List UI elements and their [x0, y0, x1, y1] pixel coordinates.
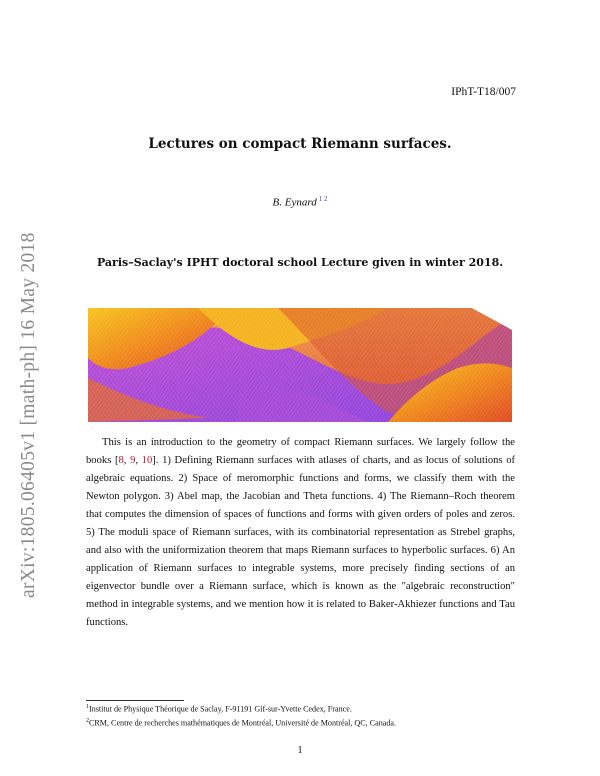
- page-number: 1: [297, 745, 303, 756]
- footnote-1: [86, 704, 352, 714]
- footnote-mark: 2: [86, 718, 89, 724]
- paper-title: Lectures on compact Riemann surfaces.: [148, 136, 452, 152]
- footnote-2: [86, 718, 396, 728]
- abstract: [86, 434, 515, 633]
- footnote-mark: 1: [86, 704, 89, 710]
- author-name: B. Eynard: [272, 196, 317, 209]
- citation-separator: ,: [123, 455, 131, 467]
- citation-link[interactable]: 8: [118, 455, 124, 467]
- footnote-divider: [86, 700, 184, 701]
- citation-link[interactable]: 9: [130, 455, 136, 467]
- riemann-surface-figure: [88, 308, 512, 422]
- abstract-paragraph: [86, 434, 515, 633]
- footnote-text: CRM, Centre de recherches mathématiques de Montréal, Université de Montréal, QC, Canada.: [89, 718, 397, 728]
- footnote-text: Institut de Physique Théorique de Saclay, F-91191 Gif-sur-Yvette Cedex, France.: [89, 704, 352, 714]
- abstract-text-rest: ]. 1) Defining Riemann surfaces with atlases of charts, and as locus of solutions of algebraic equations. 2) Space of meromorphic functions and forms, we classify them with the Newton polygon. 3) Abel map, the Jacobian and Theta functions. 4) The Riemann–Roch theorem that computes the dimension of spaces of functions and forms with given orders of poles and zeros. 5) The moduli space of Riemann surfaces, with its combinatorial representation as Strebel graphs, and also with the uniformization theorem that maps Riemann surfaces to hyperbolic surfaces. 6) An application of Riemann surfaces to integrable systems, more precisely finding sections of an eigenvector bundle over a Riemann surface, which is known as the "algebraic reconstruction" method in integrable systems, and we mention how it is related to Baker-Akhiezer functions and Tau functions.: [86, 455, 516, 629]
- abstract-text-start: This is an introduction to the geometry of compact Riemann surfaces. We largely follow the books [: [86, 437, 515, 467]
- author-line: [0, 195, 600, 209]
- paper-subtitle: Paris–Saclay's IPHT doctoral school Lecture given in winter 2018.: [96, 256, 504, 269]
- affiliation-marks[interactable]: 1 2: [318, 195, 328, 203]
- arxiv-stamp-text: arXiv:1805.06405v1 [math-ph] 16 May 2018: [18, 232, 39, 598]
- report-number: IPhT-T18/007: [451, 86, 516, 98]
- citation-separator: ,: [135, 455, 142, 467]
- citation-link[interactable]: 10: [141, 455, 153, 467]
- arxiv-stamp: [6, 180, 46, 600]
